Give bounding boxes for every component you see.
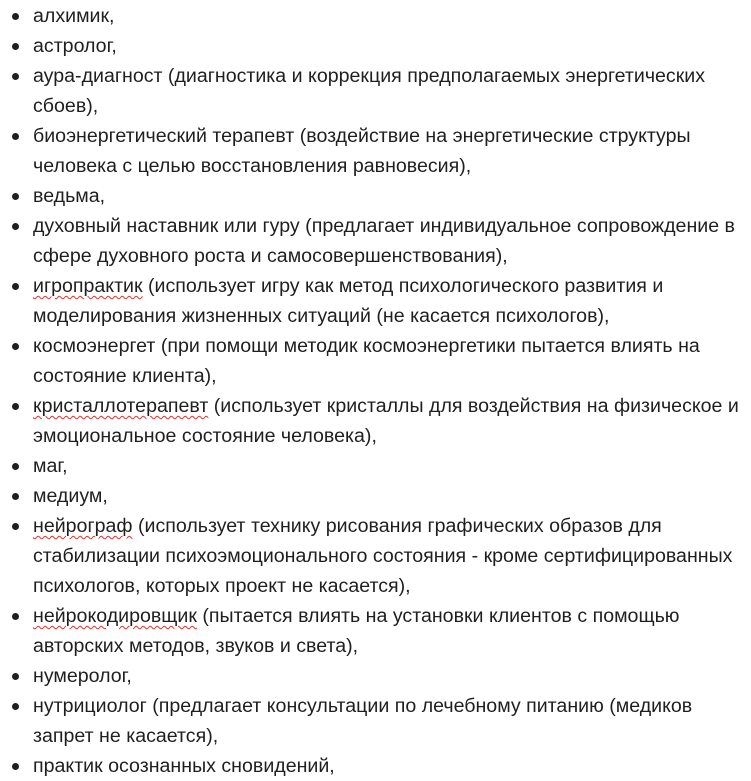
bullet-icon (12, 133, 19, 140)
bullet-icon (12, 673, 19, 680)
list-item (33, 751, 751, 781)
item-term: биоэнергетический терапевт (33, 125, 295, 147)
bullet-icon (12, 283, 19, 290)
bullet-icon (12, 763, 19, 770)
item-description: (использует игру как метод психологического развития и моделирования жизненных ситуаций (не касается психологов), (33, 275, 664, 327)
bullet-icon (12, 73, 19, 80)
bullet-icon (12, 523, 19, 530)
item-term: космоэнергет (33, 335, 156, 357)
item-term: алхимик, (33, 5, 115, 27)
list-item (33, 511, 751, 601)
bullet-icon (12, 193, 19, 200)
list-item (33, 121, 751, 181)
list-item (33, 691, 751, 751)
list-item (33, 31, 751, 61)
item-term: маг, (33, 455, 68, 477)
list-item (33, 391, 751, 451)
item-description: (пытается влиять на установки клиентов с помощью авторских методов, звуков и света), (33, 605, 680, 657)
bullet-icon (12, 223, 19, 230)
item-description: (диагностика и коррекция предполагаемых энергетических сбоев), (33, 65, 706, 117)
list-item (33, 331, 751, 391)
item-term-misspelled[interactable]: игропрактик (33, 275, 143, 297)
bullet-icon (12, 613, 19, 620)
list-item (33, 451, 751, 481)
item-term: духовный наставник или гуру (33, 215, 300, 237)
item-term-misspelled[interactable]: нейрокодировщик (33, 605, 197, 627)
item-description: (использует кристаллы для воздействия на физическое и эмоциональное состояние человека), (33, 395, 739, 447)
item-description: (предлагает консультации по лечебному питанию (медиков запрет не касается), (33, 695, 693, 747)
item-description: (предлагает индивидуальное сопровождение в сфере духовного роста и самосовершенствования), (33, 215, 735, 267)
item-description: (воздействие на энергетические структуры человека с целью восстановления равновесия), (33, 125, 691, 177)
item-term: практик осознанных сновидений, (33, 755, 335, 777)
item-term: медиум, (33, 485, 108, 507)
item-description: (использует технику рисования графических образов для стабилизации психоэмоционального состояния - кроме сертифицированных психологов, которых проект не касается), (33, 515, 733, 597)
item-term: астролог, (33, 35, 117, 57)
list-item (33, 481, 751, 511)
practitioner-list (0, 1, 751, 781)
bullet-icon (12, 493, 19, 500)
bullet-icon (12, 463, 19, 470)
item-term: ведьма, (33, 185, 106, 207)
list-item (33, 601, 751, 661)
list-item (33, 661, 751, 691)
item-term: аура-диагност (33, 65, 163, 87)
item-term-misspelled[interactable]: нейрограф (33, 515, 133, 537)
bullet-icon (12, 403, 19, 410)
bullet-icon (12, 343, 19, 350)
item-term: нутрициолог (33, 695, 147, 717)
bullet-icon (12, 43, 19, 50)
list-item (33, 271, 751, 331)
list-item (33, 181, 751, 211)
list-item (33, 1, 751, 31)
bullet-icon (12, 13, 19, 20)
bullet-icon (12, 703, 19, 710)
item-term: нумеролог, (33, 665, 132, 687)
item-description: (при помощи методик космоэнергетики пытается влиять на состояние клиента), (33, 335, 700, 387)
list-item (33, 211, 751, 271)
list-item (33, 61, 751, 121)
item-term-misspelled[interactable]: кристаллотерапевт (33, 395, 209, 417)
